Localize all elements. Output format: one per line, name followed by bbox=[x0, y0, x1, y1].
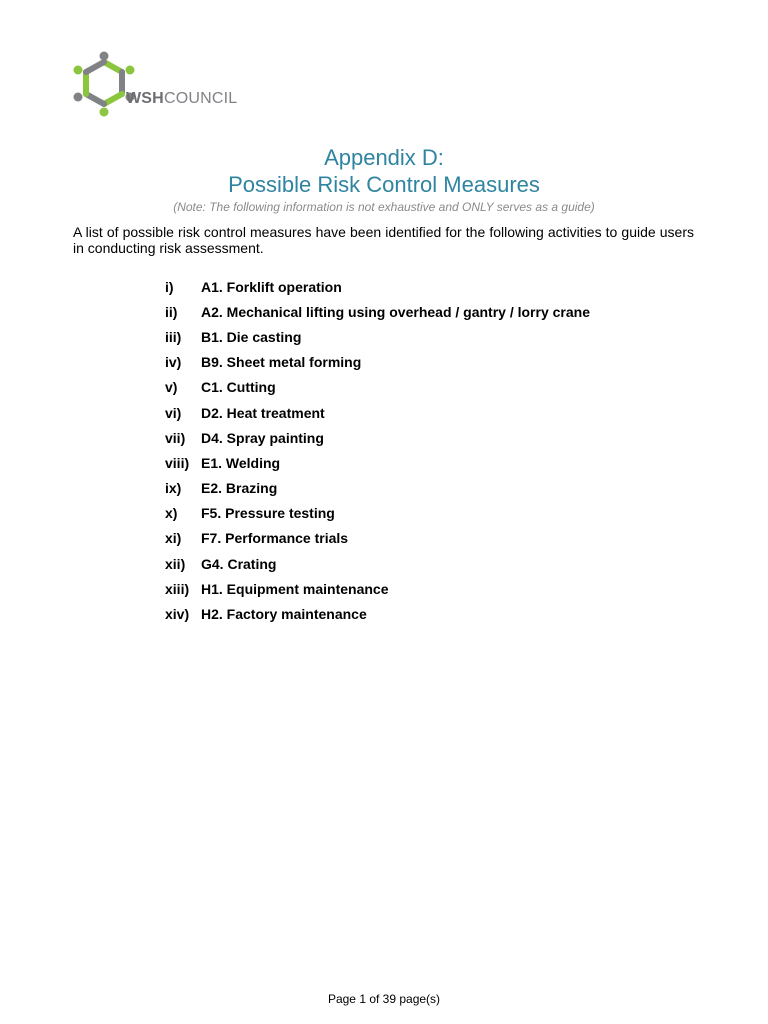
activity-label: D4. Spray painting bbox=[201, 429, 324, 446]
activity-item bbox=[165, 299, 590, 324]
activity-label: A2. Mechanical lifting using overhead / gantry / lorry crane bbox=[201, 303, 590, 320]
page-number: Page 1 of 39 page(s) bbox=[327, 992, 441, 1006]
activity-label: G4. Crating bbox=[201, 555, 277, 572]
activity-number: iv) bbox=[165, 354, 182, 371]
logo-text-bold: WSH bbox=[126, 90, 164, 107]
activity-label: H1. Equipment maintenance bbox=[201, 580, 389, 597]
activity-item bbox=[165, 274, 590, 299]
activity-item bbox=[165, 450, 590, 475]
activity-number: xiv) bbox=[165, 606, 190, 623]
activity-label: C1. Cutting bbox=[201, 379, 276, 396]
activity-label: F5. Pressure testing bbox=[201, 505, 335, 522]
activity-label: E2. Brazing bbox=[201, 480, 278, 497]
activity-list bbox=[165, 274, 590, 627]
activity-number: vi) bbox=[165, 404, 182, 421]
wsh-council-logo bbox=[72, 50, 252, 120]
activity-label: F7. Performance trials bbox=[201, 530, 349, 547]
activity-item bbox=[165, 526, 590, 551]
activity-number: xi) bbox=[165, 530, 182, 547]
appendix-title: Appendix D: bbox=[324, 145, 444, 170]
activity-number: v) bbox=[165, 379, 178, 396]
activity-number: xiii) bbox=[165, 580, 190, 597]
activity-number: i) bbox=[165, 278, 174, 295]
logo-wordmark bbox=[126, 90, 237, 108]
activity-item bbox=[165, 324, 590, 349]
activity-item bbox=[165, 501, 590, 526]
disclaimer-note: (Note: The following information is not exhaustive and ONLY serves as a guide) bbox=[173, 200, 595, 214]
logo-text-regular: COUNCIL bbox=[163, 90, 238, 107]
intro-paragraph: A list of possible risk control measures have been identified for the following activities to guide users in conducting risk assessment. bbox=[73, 224, 694, 256]
activity-number: x) bbox=[165, 505, 178, 522]
activity-item bbox=[165, 476, 590, 501]
activity-item bbox=[165, 601, 590, 626]
activity-label: B9. Sheet metal forming bbox=[201, 354, 362, 371]
activity-item bbox=[165, 350, 590, 375]
activity-number: xii) bbox=[165, 555, 186, 572]
activity-number: vii) bbox=[165, 429, 186, 446]
activity-number: ix) bbox=[165, 480, 182, 497]
activity-number: viii) bbox=[165, 454, 190, 471]
activity-label: H2. Factory maintenance bbox=[201, 606, 367, 623]
activity-item bbox=[165, 425, 590, 450]
activity-item bbox=[165, 551, 590, 576]
activity-item bbox=[165, 400, 590, 425]
activity-label: A1. Forklift operation bbox=[201, 278, 342, 295]
page-title: Possible Risk Control Measures bbox=[228, 172, 540, 197]
activity-label: D2. Heat treatment bbox=[201, 404, 325, 421]
activity-number: iii) bbox=[165, 328, 182, 345]
activity-item bbox=[165, 576, 590, 601]
activity-number: ii) bbox=[165, 303, 178, 320]
activity-item bbox=[165, 375, 590, 400]
activity-label: B1. Die casting bbox=[201, 328, 302, 345]
title-block bbox=[0, 144, 768, 215]
activity-label: E1. Welding bbox=[201, 454, 281, 471]
